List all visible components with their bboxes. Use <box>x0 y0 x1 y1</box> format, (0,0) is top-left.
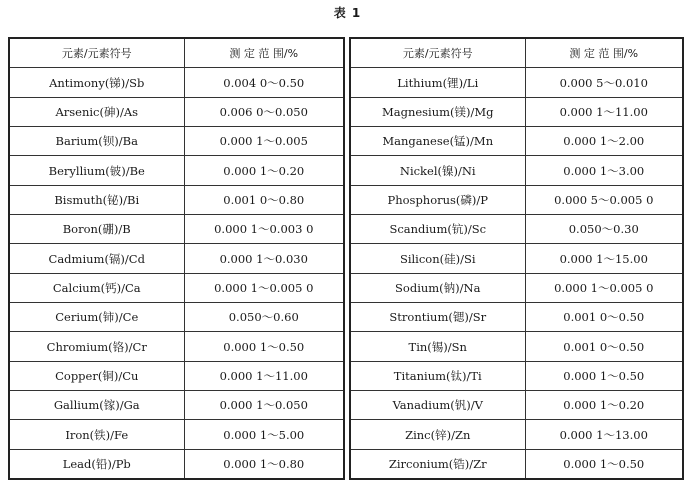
header-element: 元素/元素符号 <box>350 38 525 68</box>
table-row <box>350 68 683 97</box>
element-cell: Lead(铅)/Pb <box>9 449 184 479</box>
table-row <box>9 449 344 479</box>
element-cell: Zinc(锌)/Zn <box>350 420 525 449</box>
table-row <box>350 391 683 420</box>
range-cell: 0.004 0～0.50 <box>184 68 344 97</box>
element-cell: Phosphorus(磷)/P <box>350 185 525 214</box>
element-cell: Calcium(钙)/Ca <box>9 273 184 302</box>
range-cell: 0.000 1～15.00 <box>525 244 683 273</box>
table-row <box>350 215 683 244</box>
element-cell: Scandium(钪)/Sc <box>350 215 525 244</box>
range-cell: 0.000 5～0.005 0 <box>525 185 683 214</box>
range-cell: 0.000 1～0.80 <box>184 449 344 479</box>
element-cell: Copper(铜)/Cu <box>9 361 184 390</box>
table-row <box>350 127 683 156</box>
header-element: 元素/元素符号 <box>9 38 184 68</box>
table-row <box>350 449 683 479</box>
element-cell: Lithium(锂)/Li <box>350 68 525 97</box>
range-cell: 0.000 1～0.050 <box>184 391 344 420</box>
table-row <box>9 156 344 185</box>
header-row <box>350 38 683 68</box>
range-cell: 0.000 1～3.00 <box>525 156 683 185</box>
range-cell: 0.050～0.30 <box>525 215 683 244</box>
element-cell: Manganese(锰)/Mn <box>350 127 525 156</box>
range-cell: 0.006 0～0.050 <box>184 97 344 126</box>
table-row <box>350 97 683 126</box>
range-cell: 0.000 1～0.005 0 <box>525 273 683 302</box>
element-cell: Silicon(硅)/Si <box>350 244 525 273</box>
range-cell: 0.000 1～0.005 0 <box>184 273 344 302</box>
table-row <box>350 156 683 185</box>
table-caption: 表 1 <box>333 6 362 20</box>
table-row <box>9 420 344 449</box>
element-cell: Tin(锡)/Sn <box>350 332 525 361</box>
range-cell: 0.000 1～5.00 <box>184 420 344 449</box>
range-cell: 0.000 1～0.003 0 <box>184 215 344 244</box>
element-cell: Sodium(钠)/Na <box>350 273 525 302</box>
range-cell: 0.001 0～0.50 <box>525 303 683 332</box>
table-row <box>9 332 344 361</box>
table-row <box>9 244 344 273</box>
table-row <box>9 273 344 302</box>
table-row <box>350 185 683 214</box>
range-cell: 0.000 1～0.20 <box>525 391 683 420</box>
range-cell: 0.000 1～0.50 <box>525 449 683 479</box>
range-cell: 0.000 1～0.50 <box>184 332 344 361</box>
element-cell: Cerium(铈)/Ce <box>9 303 184 332</box>
header-range: 测 定 范 围/% <box>525 38 683 68</box>
table-row <box>9 215 344 244</box>
table-row <box>350 303 683 332</box>
table-row <box>9 127 344 156</box>
element-cell: Nickel(镍)/Ni <box>350 156 525 185</box>
range-cell: 0.001 0～0.50 <box>525 332 683 361</box>
table-row <box>9 185 344 214</box>
table-row <box>9 303 344 332</box>
element-cell: Zirconium(锆)/Zr <box>350 449 525 479</box>
range-cell: 0.000 1～0.20 <box>184 156 344 185</box>
element-cell: Titanium(钛)/Ti <box>350 361 525 390</box>
table-row <box>350 361 683 390</box>
element-cell: Iron(铁)/Fe <box>9 420 184 449</box>
element-cell: Barium(钡)/Ba <box>9 127 184 156</box>
element-cell: Vanadium(钒)/V <box>350 391 525 420</box>
range-cell: 0.001 0～0.80 <box>184 185 344 214</box>
header-row <box>9 38 344 68</box>
range-cell: 0.050～0.60 <box>184 303 344 332</box>
element-range-table-right <box>349 37 684 480</box>
element-cell: Arsenic(砷)/As <box>9 97 184 126</box>
table-row <box>9 391 344 420</box>
element-cell: Antimony(锑)/Sb <box>9 68 184 97</box>
element-cell: Magnesium(镁)/Mg <box>350 97 525 126</box>
table-row <box>350 420 683 449</box>
range-cell: 0.000 1～2.00 <box>525 127 683 156</box>
header-range: 测 定 范 围/% <box>184 38 344 68</box>
element-cell: Gallium(镓)/Ga <box>9 391 184 420</box>
table-row <box>9 97 344 126</box>
element-cell: Chromium(铬)/Cr <box>9 332 184 361</box>
element-cell: Cadmium(镉)/Cd <box>9 244 184 273</box>
element-cell: Bismuth(铋)/Bi <box>9 185 184 214</box>
range-cell: 0.000 1～0.005 <box>184 127 344 156</box>
element-cell: Strontium(锶)/Sr <box>350 303 525 332</box>
range-cell: 0.000 1～11.00 <box>184 361 344 390</box>
table-row <box>9 361 344 390</box>
element-range-table-left <box>8 37 345 480</box>
table-row <box>350 273 683 302</box>
table-row <box>350 332 683 361</box>
table-row <box>350 244 683 273</box>
element-cell: Boron(硼)/B <box>9 215 184 244</box>
range-cell: 0.000 1～11.00 <box>525 97 683 126</box>
range-cell: 0.000 5～0.010 <box>525 68 683 97</box>
range-cell: 0.000 1～0.030 <box>184 244 344 273</box>
range-cell: 0.000 1～0.50 <box>525 361 683 390</box>
table-row <box>9 68 344 97</box>
range-cell: 0.000 1～13.00 <box>525 420 683 449</box>
element-cell: Beryllium(铍)/Be <box>9 156 184 185</box>
